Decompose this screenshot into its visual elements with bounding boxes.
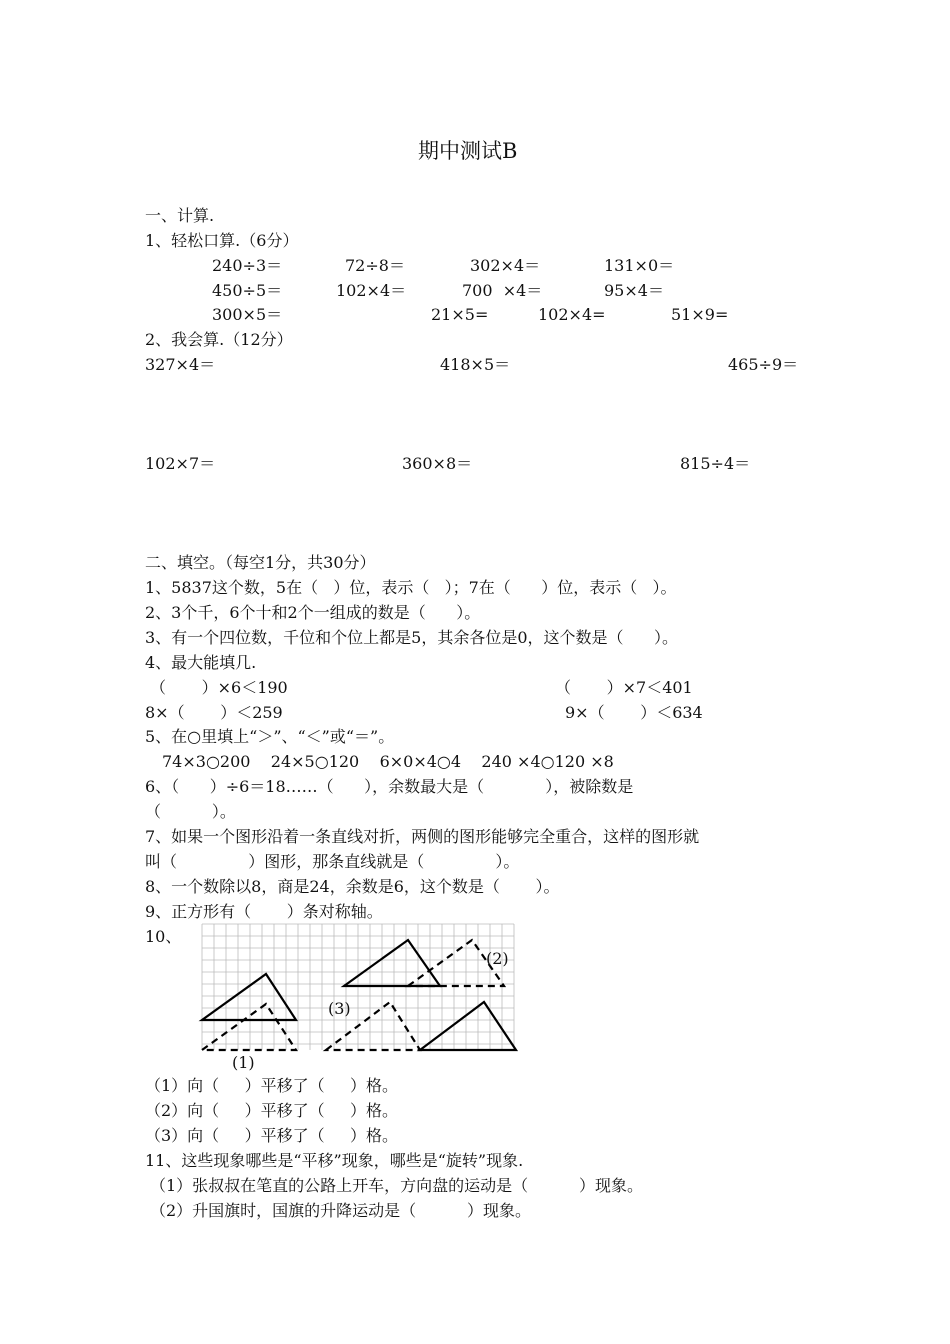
fill-question: （ ）×6＜190 [150,678,288,697]
fill-question: 叫（ ）图形，那条直线就是（ ）。 [145,852,520,871]
written-calc: 465÷9＝ [728,355,799,374]
oral-calc: 102×4= [538,305,606,324]
fill-question: （3）向（ ）平移了（ ）格。 [145,1126,399,1145]
fill-question: （1）张叔叔在笔直的公路上开车，方向盘的运动是（ ）现象。 [150,1176,644,1195]
written-calc: 327×4＝ [145,355,216,374]
fill-question: 4、最大能填几. [145,653,257,672]
fill-question: 11、这些现象哪些是“平移”现象，哪些是“旋转”现象. [145,1151,524,1170]
oral-calc: 240÷3＝ [212,256,283,275]
fill-question: （ ）。 [145,802,236,821]
figure-label-2: (2) [486,949,509,968]
oral-calc: 95×4＝ [604,281,664,300]
fill-question: （1）向（ ）平移了（ ）格。 [145,1076,399,1095]
section-2-heading: 二、填空。（每空1分，共30分） [145,553,376,572]
fill-question: 2、3个千，6个十和2个一组成的数是（ ）。 [145,603,481,622]
fill-question: 9×（ ）＜634 [565,703,703,722]
fill-question: 8、一个数除以8，商是24，余数是6，这个数是（ ）。 [145,877,560,896]
fill-question: 6、（ ）÷6＝18……（ ），余数最大是（ ），被除数是 [145,777,634,796]
written-calc: 102×7＝ [145,454,216,473]
fill-question: 8×（ ）＜259 [145,703,283,722]
page-title: 期中测试B [418,139,518,163]
translation-grid-figure [196,920,526,1075]
written-calc: 815÷4＝ [680,454,751,473]
oral-calc: 21×5= [431,305,489,324]
fill-question: 74×3○200 24×5○120 6×0×4○4 240 ×4○120 ×8 [162,752,614,771]
question-1-1: 1、轻松口算.（6分） [145,231,299,250]
oral-calc: 72÷8＝ [345,256,405,275]
fill-question: 7、如果一个图形沿着一条直线对折，两侧的图形能够完全重合，这样的图形就 [145,827,700,846]
written-calc: 360×8＝ [402,454,473,473]
section-1-heading: 一、计算. [145,206,215,225]
fill-question: （2）向（ ）平移了（ ）格。 [145,1101,399,1120]
oral-calc: 450÷5＝ [212,281,283,300]
oral-calc: 302×4＝ [470,256,541,275]
question-1-2: 2、我会算.（12分） [145,330,293,349]
fill-question: 3、有一个四位数，千位和个位上都是5，其余各位是0，这个数是（ ）。 [145,628,679,647]
oral-calc: 51×9= [671,305,729,324]
figure-label-1: (1) [232,1053,255,1072]
oral-calc: 700 ×4＝ [462,281,543,300]
fill-question: 1、5837这个数，5在（ ）位，表示（ ）；7在（ ）位，表示（ ）。 [145,578,677,597]
fill-question: 10、 [145,927,182,946]
fill-question: 5、在○里填上“＞”、“＜”或“＝”。 [145,727,395,746]
figure-label-3: (3) [328,999,351,1018]
fill-question: （ ）×7＜401 [555,678,693,697]
oral-calc: 300×5＝ [212,305,283,324]
oral-calc: 131×0＝ [604,256,675,275]
written-calc: 418×5＝ [440,355,511,374]
oral-calc: 102×4＝ [336,281,407,300]
fill-question: 9、正方形有（ ）条对称轴。 [145,902,383,921]
fill-question: （2）升国旗时，国旗的升降运动是（ ）现象。 [150,1201,532,1220]
triangle-1-original [202,974,296,1020]
